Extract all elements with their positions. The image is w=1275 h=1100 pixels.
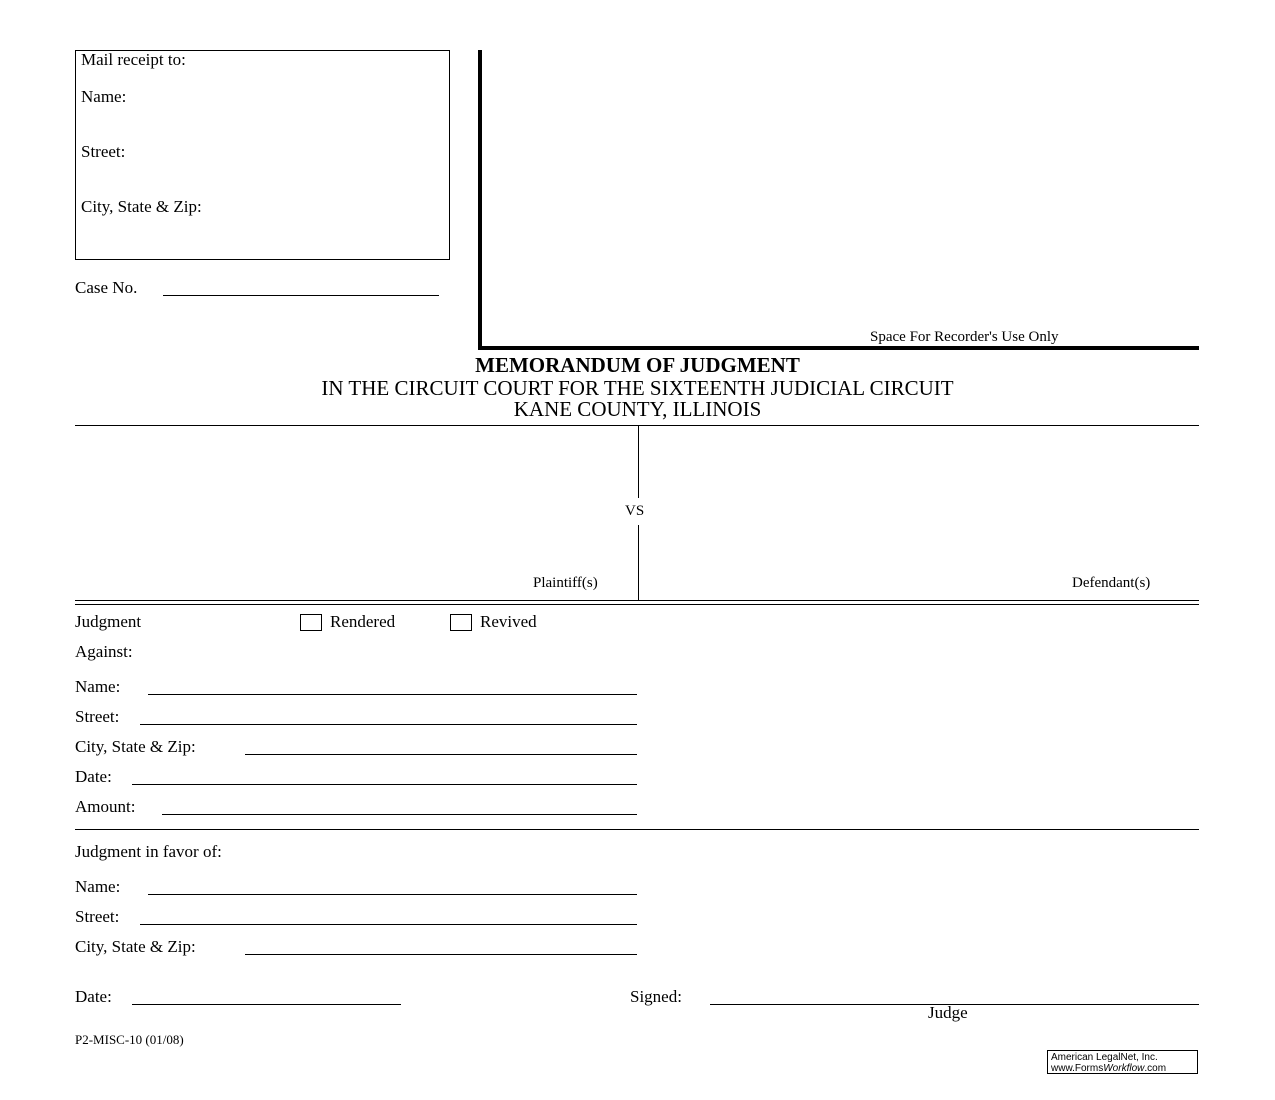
caption-bottom-rule-1	[75, 600, 1199, 601]
against-city-label: City, State & Zip:	[75, 737, 196, 756]
against-label: Against:	[75, 642, 133, 661]
vendor-url-part-1: www.Forms	[1051, 1063, 1104, 1074]
vendor-url-part-2: Workflow	[1103, 1063, 1145, 1074]
county-name: KANE COUNTY, ILLINOIS	[513, 397, 762, 421]
vendor-url	[1051, 1063, 1194, 1074]
favor-heading: Judgment in favor of:	[75, 842, 222, 861]
favor-street-label: Street:	[75, 907, 120, 926]
caption-top-rule	[75, 425, 1199, 426]
versus-label: VS	[625, 503, 645, 519]
form-id: P2-MISC-10 (01/08)	[75, 1032, 184, 1047]
judgment-amount-label: Amount:	[75, 797, 136, 816]
vendor-url-part-3: .com	[1144, 1063, 1167, 1074]
form-title: MEMORANDUM OF JUDGMENT	[475, 353, 800, 377]
judgment-amount-field[interactable]	[162, 794, 637, 815]
caption-divider-upper	[638, 425, 639, 498]
defendant-label: Defendant(s)	[1072, 575, 1151, 591]
against-city-field[interactable]	[245, 734, 637, 755]
recorder-space-border-bottom	[478, 346, 1199, 350]
judgment-date-label: Date:	[75, 767, 112, 786]
against-street-label: Street:	[75, 707, 120, 726]
revived-label: Revived	[480, 612, 537, 631]
mail-receipt-street-label: Street:	[81, 142, 126, 161]
judge-label: Judge	[928, 1003, 968, 1022]
favor-city-field[interactable]	[245, 934, 637, 955]
favor-street-field[interactable]	[140, 904, 637, 925]
revived-checkbox[interactable]	[450, 614, 472, 631]
caption-divider-lower	[638, 525, 639, 600]
signature-date-label: Date:	[75, 987, 112, 1006]
defendant-field[interactable]	[648, 440, 1193, 560]
mail-receipt-heading: Mail receipt to:	[81, 50, 186, 69]
signature-date-field[interactable]	[132, 984, 401, 1005]
section-divider	[75, 829, 1199, 830]
plaintiff-field[interactable]	[80, 440, 630, 560]
against-street-field[interactable]	[140, 704, 637, 725]
court-name: IN THE CIRCUIT COURT FOR THE SIXTEENTH JUDICIAL CIRCUIT	[321, 376, 954, 400]
judgment-label: Judgment	[75, 612, 142, 631]
against-name-field[interactable]	[148, 674, 637, 695]
recorder-space-border-left	[478, 50, 482, 350]
judgment-date-field[interactable]	[132, 764, 637, 785]
recorder-space-label: Space For Recorder's Use Only	[870, 329, 1059, 345]
favor-name-label: Name:	[75, 877, 121, 896]
case-no-label: Case No.	[75, 278, 138, 297]
favor-name-field[interactable]	[148, 874, 637, 895]
rendered-checkbox[interactable]	[300, 614, 322, 631]
vendor-stamp	[1047, 1050, 1198, 1074]
case-no-field[interactable]	[163, 275, 439, 296]
caption-bottom-rule-2	[75, 604, 1199, 605]
mail-receipt-name-label: Name:	[81, 87, 127, 106]
signed-label: Signed:	[630, 987, 682, 1006]
mail-receipt-box	[75, 50, 450, 260]
favor-city-label: City, State & Zip:	[75, 937, 196, 956]
rendered-label: Rendered	[330, 612, 396, 631]
judge-signature-field[interactable]	[710, 984, 1199, 1005]
against-name-label: Name:	[75, 677, 121, 696]
plaintiff-label: Plaintiff(s)	[533, 575, 598, 591]
vendor-name: American LegalNet, Inc.	[1051, 1052, 1158, 1063]
mail-receipt-city-label: City, State & Zip:	[81, 197, 202, 216]
